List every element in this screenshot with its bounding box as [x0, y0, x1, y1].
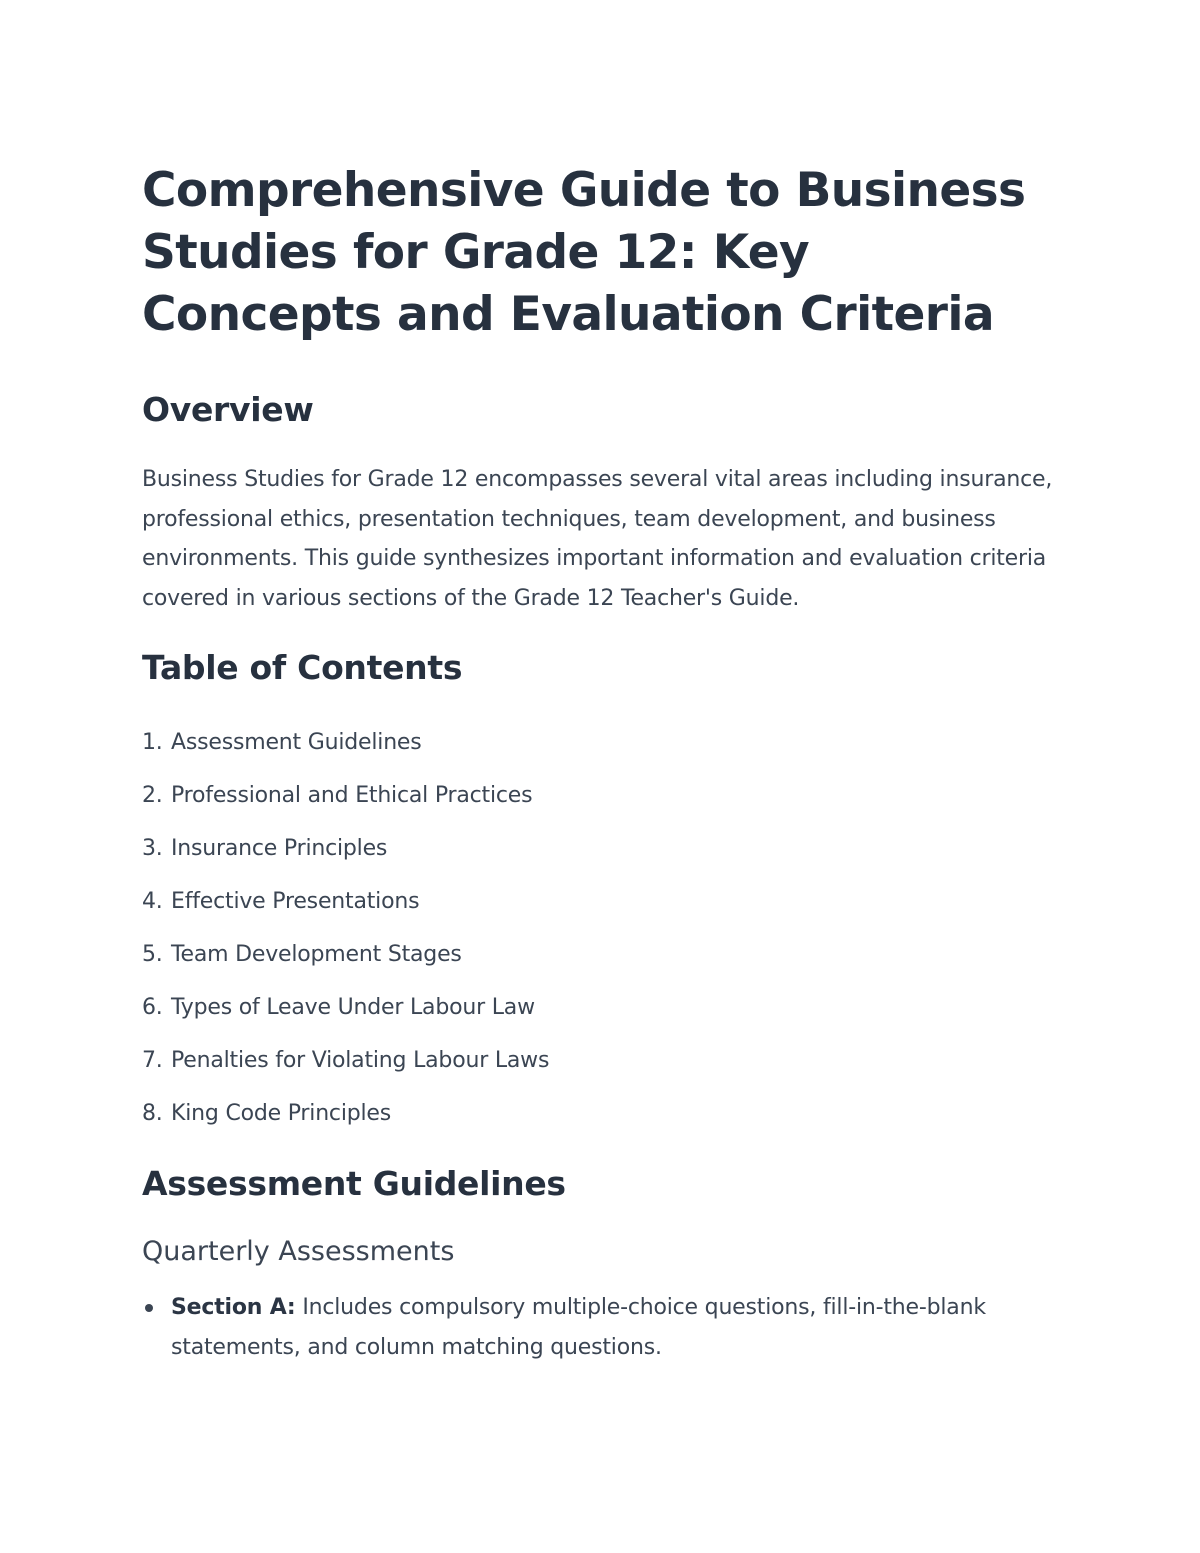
- toc-item-number: 2.: [142, 783, 163, 808]
- assessment-heading: Assessment Guidelines: [142, 1164, 566, 1203]
- document-page: [142, 160, 1062, 1367]
- toc-item-number: 6.: [142, 995, 163, 1020]
- toc-item: [142, 875, 1062, 928]
- quarterly-subheading: Quarterly Assessments: [142, 1236, 455, 1267]
- toc-item-number: 7.: [142, 1048, 163, 1073]
- toc-item-number: 1.: [142, 730, 163, 755]
- toc-item-label: Penalties for Violating Labour Laws: [171, 1048, 550, 1073]
- toc-item: [142, 1034, 1062, 1087]
- toc-item: [142, 928, 1062, 981]
- document-title: Comprehensive Guide to Business Studies for Grade 12: Key Concepts and Evaluation Criteria: [142, 163, 1026, 342]
- toc-item-label: Team Development Stages: [171, 942, 462, 967]
- toc-heading: Table of Contents: [142, 648, 463, 687]
- bullet-text: Includes compulsory multiple-choice questions, fill-in-the-blank statements, and column matching questions.: [171, 1295, 986, 1360]
- overview-paragraph: Business Studies for Grade 12 encompasses several vital areas including insurance, professional ethics, presentation techniques, team development, and business environments. This guide synthesizes important information and evaluation criteria covered in various sections of the Grade 12 Teacher's Guide.: [142, 467, 1053, 611]
- toc-item: [142, 769, 1062, 822]
- assessment-bullet-list: [142, 1288, 1062, 1367]
- toc-item-label: Types of Leave Under Labour Law: [171, 995, 535, 1020]
- bullet-dot-icon: [145, 1304, 153, 1312]
- toc-item-number: 4.: [142, 889, 163, 914]
- toc-list: [142, 716, 1062, 1140]
- toc-item-number: 3.: [142, 836, 163, 861]
- bullet-term: Section A:: [171, 1295, 296, 1320]
- toc-item-label: Insurance Principles: [171, 836, 388, 861]
- toc-item: [142, 981, 1062, 1034]
- toc-item-number: 8.: [142, 1101, 163, 1126]
- toc-item-number: 5.: [142, 942, 163, 967]
- toc-item: [142, 822, 1062, 875]
- list-item: [142, 1288, 1062, 1367]
- toc-item-label: King Code Principles: [171, 1101, 392, 1126]
- toc-item: [142, 1087, 1062, 1140]
- toc-item-label: Assessment Guidelines: [171, 730, 422, 755]
- overview-heading: Overview: [142, 390, 314, 429]
- toc-item-label: Effective Presentations: [171, 889, 420, 914]
- toc-item-label: Professional and Ethical Practices: [171, 783, 533, 808]
- toc-item: [142, 716, 1062, 769]
